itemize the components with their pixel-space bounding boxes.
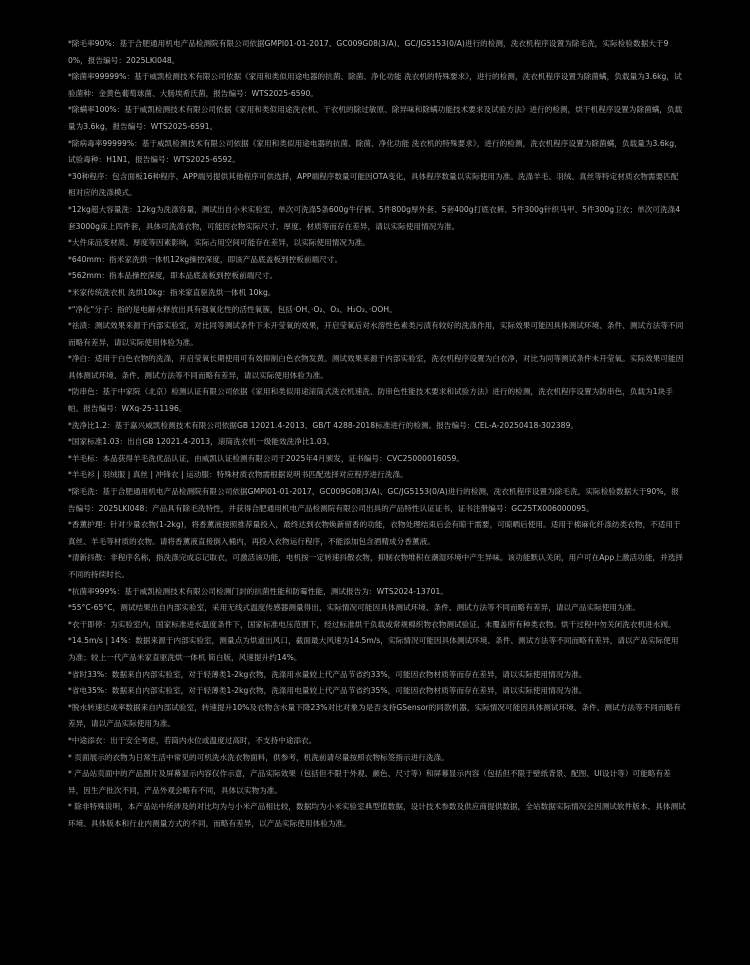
- footnote-item: *55°C-65°C，测试结果出自内部实验室，采用无线式温度传感器测量得出，实际情况可能因具体测试环境、条件、测试方法等不同而略有差异，请以产品实际使用为准。: [68, 603, 640, 613]
- footnote-list: [68, 36, 686, 833]
- footnote-item: *省时33%：数据来自内部实验室，对于轻薄类1-2kg衣物，洗涤用水量较上代产品节省约33%，可能因衣物材质等而存在差异，请以实际使用情况为准。: [68, 669, 587, 679]
- footnote-item: *洗净比1.2：基于嘉兴威凯检测技术有限公司依据GB 12021.4-2013、GB/T 4288-2018标准进行的检测。报告编号：CEL-A-20250418-302389。: [68, 420, 579, 430]
- footnote-item: *米家传统洗衣机 洗烘10kg：指米家直驱洗烘一体机 10kg。: [68, 287, 276, 297]
- footnote-item: *香薰护理：针对少量衣物(1-2kg)，将香薰液按照推荐量投入，最终达到衣物焕新留香的功能，衣物处理结束后会有晾干需要，可晾晒后使用。适用于棉麻化纤涤纺类衣物，不适用于真丝、羊毛等材质的衣物。请将香薰液直接倒入桶内，再投入衣物运行程序，不能添加包含酒精成分香薰液。: [68, 520, 681, 546]
- footnote-item: *大件床品变材质、厚度等因素影响，实际占用空间可能存在差异，以实际使用情况为准。: [68, 238, 370, 248]
- footnote-item: *羊毛衫 | 羽绒服 | 真丝 | 冲锋衣 | 运动服：特殊材质衣物需根据说明书匹配选择对应程序进行洗涤。: [68, 470, 408, 480]
- footnote-item: * 除非特殊说明，本产品站中所涉及的对比均为与小米产品相比较，数据均为小米实验室典型值数据，设计技术参数及供应商提供数据，全站数据实际情况会因测试软件版本、具体测试环境、具体版本和行业内测量方式的不同，而略有差异，以产品实际使用体验为准。: [68, 802, 686, 828]
- footnote-item: *祛渍：测试效果来源于内部实验室，对比同等测试条件下未开莹氧的效果，开启莹氧后对水溶性色素类污渍有较好的洗涤作用，实际效果可能因具体测试环境、条件、测试方法等不同而略有差异，请以实际使用体验为准。: [68, 321, 684, 347]
- footnote-item: * 页面展示的衣物为日常生活中常见的可机洗水洗衣物面料，供参考，机洗前请尽量按照衣物标签指示进行洗涤。: [68, 752, 449, 762]
- footnote-item: *省电35%：数据来自内部实验室，对于轻薄类1-2kg衣物，洗涤用电量较上代产品节省约35%，可能因衣物材质等而存在差异，请以实际使用情况为准。: [68, 686, 587, 696]
- footnote-item: *防串色：基于中家院（北京）检测认证有限公司依据《家用和类似用途滚筒式洗衣机速洗、防串色性能技术要求和试验方法》进行的检测，洗衣机程序设置为防串色，负载为1块手帕。报告编号：WXq-25-11196。: [68, 387, 673, 414]
- footnote-item: * 产品站页面中的产品图片及屏幕显示内容仅作示意，产品实际效果（包括但不限于外观、颜色、尺寸等）和屏幕显示内容（包括但不限于壁纸背景、配图、UI设计等）可能略有差异，因生产批次不同，产品外观会略有不同，具体以实物为准。: [68, 769, 671, 795]
- footnote-item: *除毛洗：基于合肥通用机电产品检测院有限公司依据GMPI01-01-2017、GC009G08(3/A)、GC/JG5153(0/A)进行的检测，洗衣机程序设置为除毛洗，实际检验数据大于90%，报告编号：2025LKI048；产品具有除毛洗特性，并获得合肥通用机电产品检测院有限公司出具的产品特性认证证书，证书注册编号：GC25TX006000095。: [68, 487, 679, 513]
- footnote-item: *国家标准1.03：出自GB 12021.4-2013，滚筒洗衣机一级能效洗净比1.03。: [68, 437, 335, 447]
- footnote-item: *羊毛标：本品获得羊毛洗优品认证，由威凯认证检测有限公司于2025年4月颁发，证书编号：CVC25000016059。: [68, 453, 464, 463]
- footnote-item: *12kg超大容量洗：12kg为洗涤容量，测试出自小米实验室，单次可洗涤5条600g牛仔裤、5件800g厚外套、5套400g打底衣裤、5件300g针织马甲、5件300g卫衣；单次可洗涤4套3000g床上四件套，具体可洗涤衣物，可能因衣物实际尺寸、厚度、材质等而存在差异，请以实际使用情况为准。: [68, 204, 681, 231]
- footnote-item: *30种程序：包含面板16种程序、APP端另提供其他程序可供选择，APP端程序数量可能因OTA变化，具体程序数量以实际使用为准。洗涤羊毛、羽绒、真丝等特定材质衣物需要匹配相对应的洗涤模式。: [68, 171, 679, 198]
- footnote-item: *640mm：指米家洗烘一体机12kg操控深度，即该产品底盖板到控板前端尺寸。: [68, 254, 343, 264]
- footnote-item: *衣干即停：为实验室内，国家标准进水温度条件下，国家标准电压范围下，经过标准烘干负载或常规棉织物衣物测试验证，未覆盖所有种类衣物。烘干过程中勿关闭洗衣机进水阀。: [68, 619, 676, 629]
- footnote-item: *除螨率100%：基于威凯检测技术有限公司依据《家用和类似用途洗衣机、干衣机的除过敏原、除异味和除螨功能技术要求及试验方法》进行的检测，烘干机程序设置为除菌螨，负载量为3.6kg，报告编号：WTS2025-6591。: [68, 105, 683, 131]
- footnote-item: *除病毒率99999%：基于威凯检测技术有限公司依据《家用和类似用途电器的抗菌、除菌、净化功能 洗衣机的特殊要求》，进行的检测，洗衣机程序设置为除菌螨，负载量为3.6kg，试验毒种：H1N1，报告编号：WTS2025-6592。: [68, 138, 682, 165]
- footnote-item: *净白：适用于白色衣物的洗涤，开启莹氧长期使用可有效抑制白色衣物发黄。测试效果来源于内部实验室，洗衣机程序设置为白衣净，对比为同等测试条件未开莹氧。实际效果可能因具体测试环境、条件、测试方法等不同而略有差异，请以实际使用体验为准。: [68, 354, 684, 380]
- footnote-item: *除菌率99999%：基于威凯检测技术有限公司依据《家用和类似用途电器的抗菌、除菌、净化功能 洗衣机的特殊要求》，进行的检测，洗衣机程序设置为除菌螨，负载量为3.6kg，试验菌种：金黄色葡萄球菌、大肠埃希氏菌，报告编号：WTS2025-6590。: [68, 72, 682, 98]
- footnote-item: *清新抖散：非程序名称，指洗涤完成忘记取衣，可激活该功能，电机按一定转速抖散衣物，抑制衣物堆积在潮湿环境中产生异味。该功能默认关闭，用户可在App上激活功能，并选择不同的持续时长。: [68, 553, 684, 579]
- footnote-item: *脱水转速达成率数据来自内部试验室，转速提升10%及衣物含水量下降23%对比对象为是否支持GSensor的同款机器，实际情况可能因具体测试环境、条件、测试方法等不同而略有差异，请以产品实际使用为准。: [68, 702, 681, 729]
- footnote-item: *"净化"分子：指的是电解水释放出具有强氧化性的活性氧簇，包括·OH、·O₂、O₃、H₂O₂、·OOH。: [68, 304, 397, 314]
- footnote-item: *中途添衣：出于安全考虑，若筒内水位或温度过高时，不支持中途添衣。: [68, 735, 317, 745]
- footnote-item: *抗菌率999%：基于威凯检测技术有限公司检测门封的抗菌性能和防霉性能，测试报告为：WTS2024-13701。: [68, 586, 449, 596]
- footnote-item: *562mm：指本品操控深度，即本品底盖板到控板前端尺寸。: [68, 271, 278, 281]
- footnote-item: *除毛率90%：基于合肥通用机电产品检测院有限公司依据GMPI01-01-2017、GC009G08(3/A)、GC/JG5153(0/A)进行的检测，洗衣机程序设置为除毛洗，实际检验数据大于90%，报告编号：2025LKI048。: [68, 39, 669, 65]
- footnote-item: *14.5m/s | 14%：数据来源于内部实验室，测量点为烘道出风口，截面最大风速为14.5m/s，实际情况可能因具体测试环境、条件、测试方法等不同而略有差异，请以产品实际使用为准；较上一代产品米家直驱洗烘一体机 简白版，风速提升约14%。: [68, 636, 679, 662]
